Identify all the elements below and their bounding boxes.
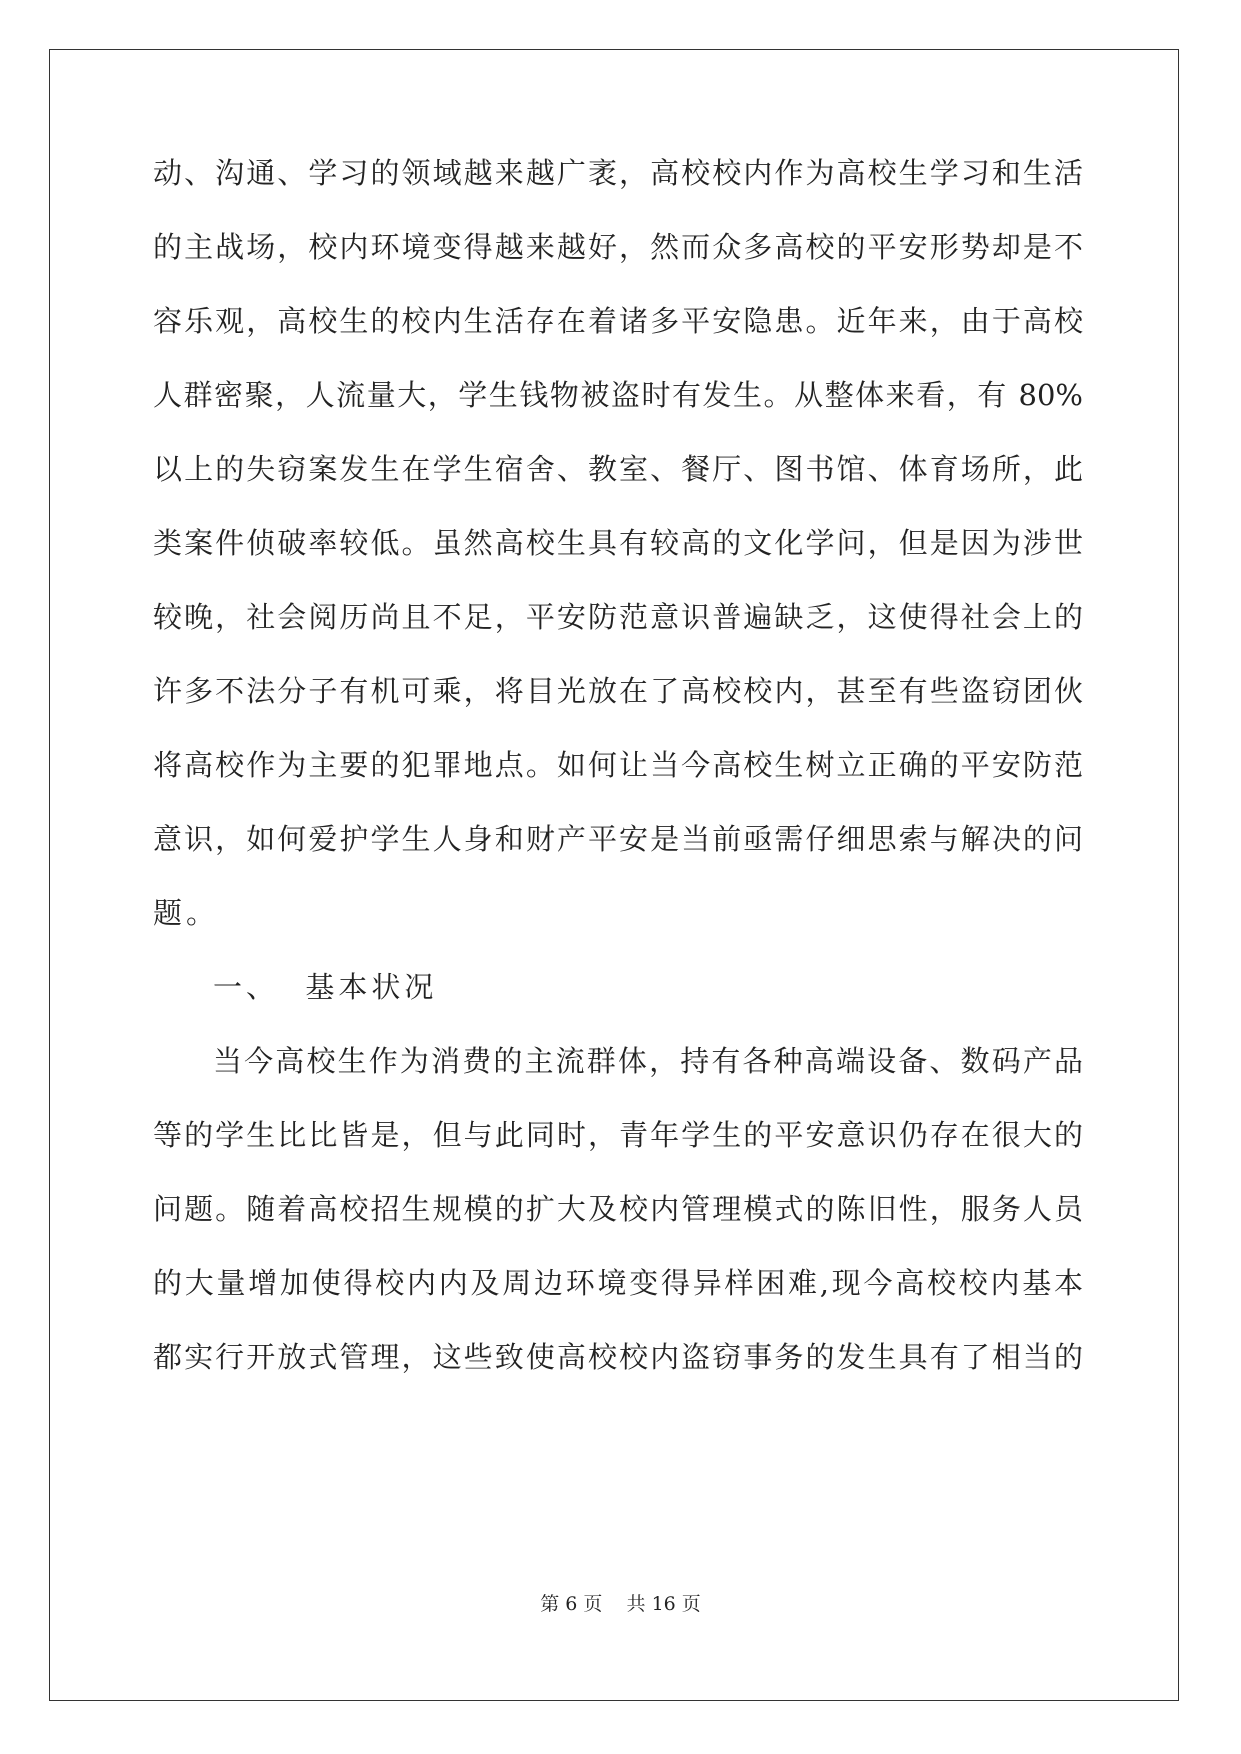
body-line-11: 题。 xyxy=(153,896,220,930)
body-line-6: 类案件侦破率较低。虽然高校生具有较高的文化学问，但是因为涉世 xyxy=(153,526,1083,560)
body-line-10: 意识，如何爱护学生人身和财产平安是当前亟需仔细思索与解决的问 xyxy=(153,822,1083,856)
body-line-8: 许多不法分子有机可乘，将目光放在了高校校内，甚至有些盗窃团伙 xyxy=(153,674,1083,708)
body-line-14: 等的学生比比皆是，但与此同时，青年学生的平安意识仍存在很大的 xyxy=(153,1118,1083,1152)
page-number-footer: 第 6 页 共 16 页 xyxy=(540,1593,701,1615)
body-line-16: 的大量增加使得校内内及周边环境变得异样困难,现今高校校内基本 xyxy=(153,1266,1083,1300)
body-line-9: 将高校作为主要的犯罪地点。如何让当今高校生树立正确的平安防范 xyxy=(153,748,1083,782)
page-border xyxy=(49,49,1179,1701)
body-line-4: 人群密聚，人流量大，学生钱物被盗时有发生。从整体来看，有 80% xyxy=(153,378,1083,412)
body-line-7: 较晚，社会阅历尚且不足，平安防范意识普遍缺乏，这使得社会上的 xyxy=(153,600,1083,634)
body-line-5: 以上的失窃案发生在学生宿舍、教室、餐厅、图书馆、体育场所，此 xyxy=(153,452,1083,486)
body-line-2: 的主战场，校内环境变得越来越好，然而众多高校的平安形势却是不 xyxy=(153,230,1083,264)
body-line-3: 容乐观，高校生的校内生活存在着诸多平安隐患。近年来，由于高校 xyxy=(153,304,1083,338)
body-line-17: 都实行开放式管理，这些致使高校校内盗窃事务的发生具有了相当的 xyxy=(153,1340,1083,1374)
body-line-1: 动、沟通、学习的领域越来越广袤，高校校内作为高校生学习和生活 xyxy=(153,156,1083,190)
body-line-15: 问题。随着高校招生规模的扩大及校内管理模式的陈旧性，服务人员 xyxy=(153,1192,1083,1226)
section-heading: 一、 基本状况 xyxy=(213,970,438,1004)
body-line-13: 当今高校生作为消费的主流群体，持有各种高端设备、数码产品 xyxy=(213,1044,1083,1078)
